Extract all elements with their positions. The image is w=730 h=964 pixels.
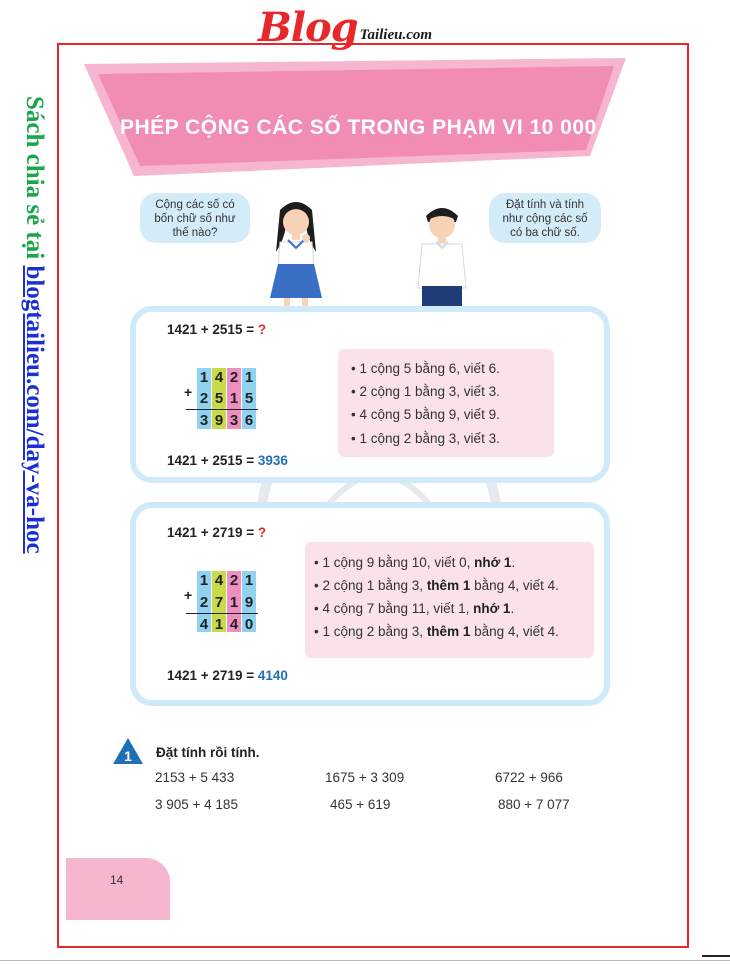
example2-digit: 9 — [244, 594, 254, 611]
example2-question-lhs: 1421 + 2719 = — [167, 525, 255, 540]
example2-answer — [167, 668, 288, 683]
example2-step-4 — [314, 624, 559, 639]
boy-line-1: Đặt tính và tính — [506, 199, 584, 211]
example1-result-digit: 3 — [199, 412, 209, 429]
example1-sum-line — [186, 409, 258, 410]
example2-digit: 1 — [199, 572, 209, 589]
bottom-divider — [0, 960, 730, 961]
example2-digit: 1 — [244, 572, 254, 589]
exercise-item: 2153 + 5 433 — [155, 770, 235, 785]
example2-step-3 — [314, 601, 514, 616]
example1-result-digit: 6 — [244, 412, 254, 429]
example1-answer-lhs: 1421 + 2515 = — [167, 453, 255, 468]
example1-result-digit: 9 — [214, 412, 224, 429]
boy-speech-bubble — [489, 193, 601, 243]
example1-question — [167, 322, 266, 337]
girl-illustration — [262, 196, 330, 310]
example2-step-1 — [314, 555, 515, 570]
bottom-corner-mark — [702, 955, 730, 957]
exercise-item: 880 + 7 077 — [498, 797, 570, 812]
side-text-link[interactable]: blogtailieu.com/day-va-hoc — [21, 265, 48, 554]
example2-step-4-b: thêm 1 — [426, 624, 471, 639]
girl-line-2: bốn chữ số như — [154, 213, 236, 225]
example1-answer-value: 3936 — [257, 453, 288, 468]
example1-answer — [167, 453, 288, 468]
example2-step-1-c: . — [511, 555, 516, 570]
page-number-tab — [66, 858, 170, 920]
exercise-item: 6722 + 966 — [495, 770, 563, 785]
example2-digit: 2 — [229, 572, 239, 589]
girl-line-3: thế nào? — [172, 227, 218, 239]
example1-step-2: • 2 cộng 1 bằng 3, viết 3. — [351, 384, 500, 399]
example1-digit: 1 — [199, 369, 209, 386]
example2-step-3-c: . — [510, 601, 515, 616]
lesson-title: PHÉP CỘNG CÁC SỐ TRONG PHẠM VI 10 000 — [120, 116, 597, 139]
girl-line-1: Cộng các số có — [155, 199, 235, 211]
example2-result-digit: 4 — [199, 616, 209, 633]
example1-step-1: • 1 cộng 5 bằng 6, viết 6. — [351, 361, 500, 376]
exercise-number-icon — [112, 737, 144, 765]
example2-step-3-b: nhớ 1 — [473, 601, 511, 616]
page-number: 14 — [110, 873, 124, 887]
example2-step-3-a: • 4 cộng 7 bằng 11, viết 1, — [314, 601, 474, 616]
example1-plus-sign: + — [184, 384, 193, 400]
girl-speech-bubble — [140, 193, 250, 243]
example1-question-lhs: 1421 + 2515 = — [167, 322, 255, 337]
example1-result-digit: 3 — [229, 412, 239, 429]
exercise-title: Đặt tính rồi tính. — [156, 745, 260, 760]
example2-result-digit: 4 — [229, 616, 239, 633]
example2-result-digit: 1 — [214, 616, 224, 633]
example2-step-1-a: • 1 cộng 9 bằng 10, viết 0, — [314, 555, 475, 570]
example2-digit: 2 — [199, 594, 209, 611]
exercise-item: 3 905 + 4 185 — [155, 797, 238, 812]
blog-logo[interactable] — [258, 2, 433, 51]
example1-digit: 1 — [244, 369, 254, 386]
example2-digit: 7 — [214, 594, 224, 611]
example2-step-4-c: bằng 4, viết 4. — [470, 624, 559, 639]
example1-digit: 5 — [244, 390, 254, 407]
example2-step-2 — [314, 578, 559, 593]
example1-digit: 2 — [199, 390, 209, 407]
example1-digit: 2 — [229, 369, 239, 386]
example1-digit: 1 — [229, 390, 239, 407]
example2-plus-sign: + — [184, 587, 193, 603]
example2-step-2-a: • 2 cộng 1 bằng 3, — [314, 578, 427, 593]
example2-question-mark: ? — [257, 525, 267, 540]
example1-question-mark: ? — [257, 322, 267, 337]
example2-result-digit: 0 — [244, 616, 254, 633]
example1-step-4: • 1 cộng 2 bằng 3, viết 3. — [351, 431, 500, 446]
boy-line-2: như cộng các số — [502, 213, 588, 225]
example2-digit: 1 — [229, 594, 239, 611]
example1-digit: 4 — [214, 369, 224, 386]
logo-site-text: Tailieu.com — [359, 27, 433, 43]
side-text-plain: Sách chia sẻ tại — [21, 96, 48, 266]
exercise-item: 1675 + 3 309 — [325, 770, 405, 785]
example1-digit: 5 — [214, 390, 224, 407]
example2-question — [167, 525, 266, 540]
example2-digit: 4 — [214, 572, 224, 589]
example2-step-2-b: thêm 1 — [426, 578, 471, 593]
exercise-number: 1 — [124, 748, 132, 764]
boy-illustration — [410, 198, 474, 310]
exercise-item: 465 + 619 — [330, 797, 391, 812]
example2-sum-line — [186, 613, 258, 614]
example2-answer-lhs: 1421 + 2719 = — [167, 668, 255, 683]
example2-step-2-c: bằng 4, viết 4. — [470, 578, 559, 593]
example2-step-4-a: • 1 cộng 2 bằng 3, — [314, 624, 427, 639]
logo-blog-text: Blog — [258, 4, 358, 51]
boy-line-3: có ba chữ số. — [510, 227, 580, 239]
example2-answer-value: 4140 — [257, 668, 288, 683]
example1-step-3: • 4 cộng 5 bằng 9, viết 9. — [351, 407, 500, 422]
example2-step-1-b: nhớ 1 — [474, 555, 512, 570]
side-watermark — [10, 96, 52, 726]
